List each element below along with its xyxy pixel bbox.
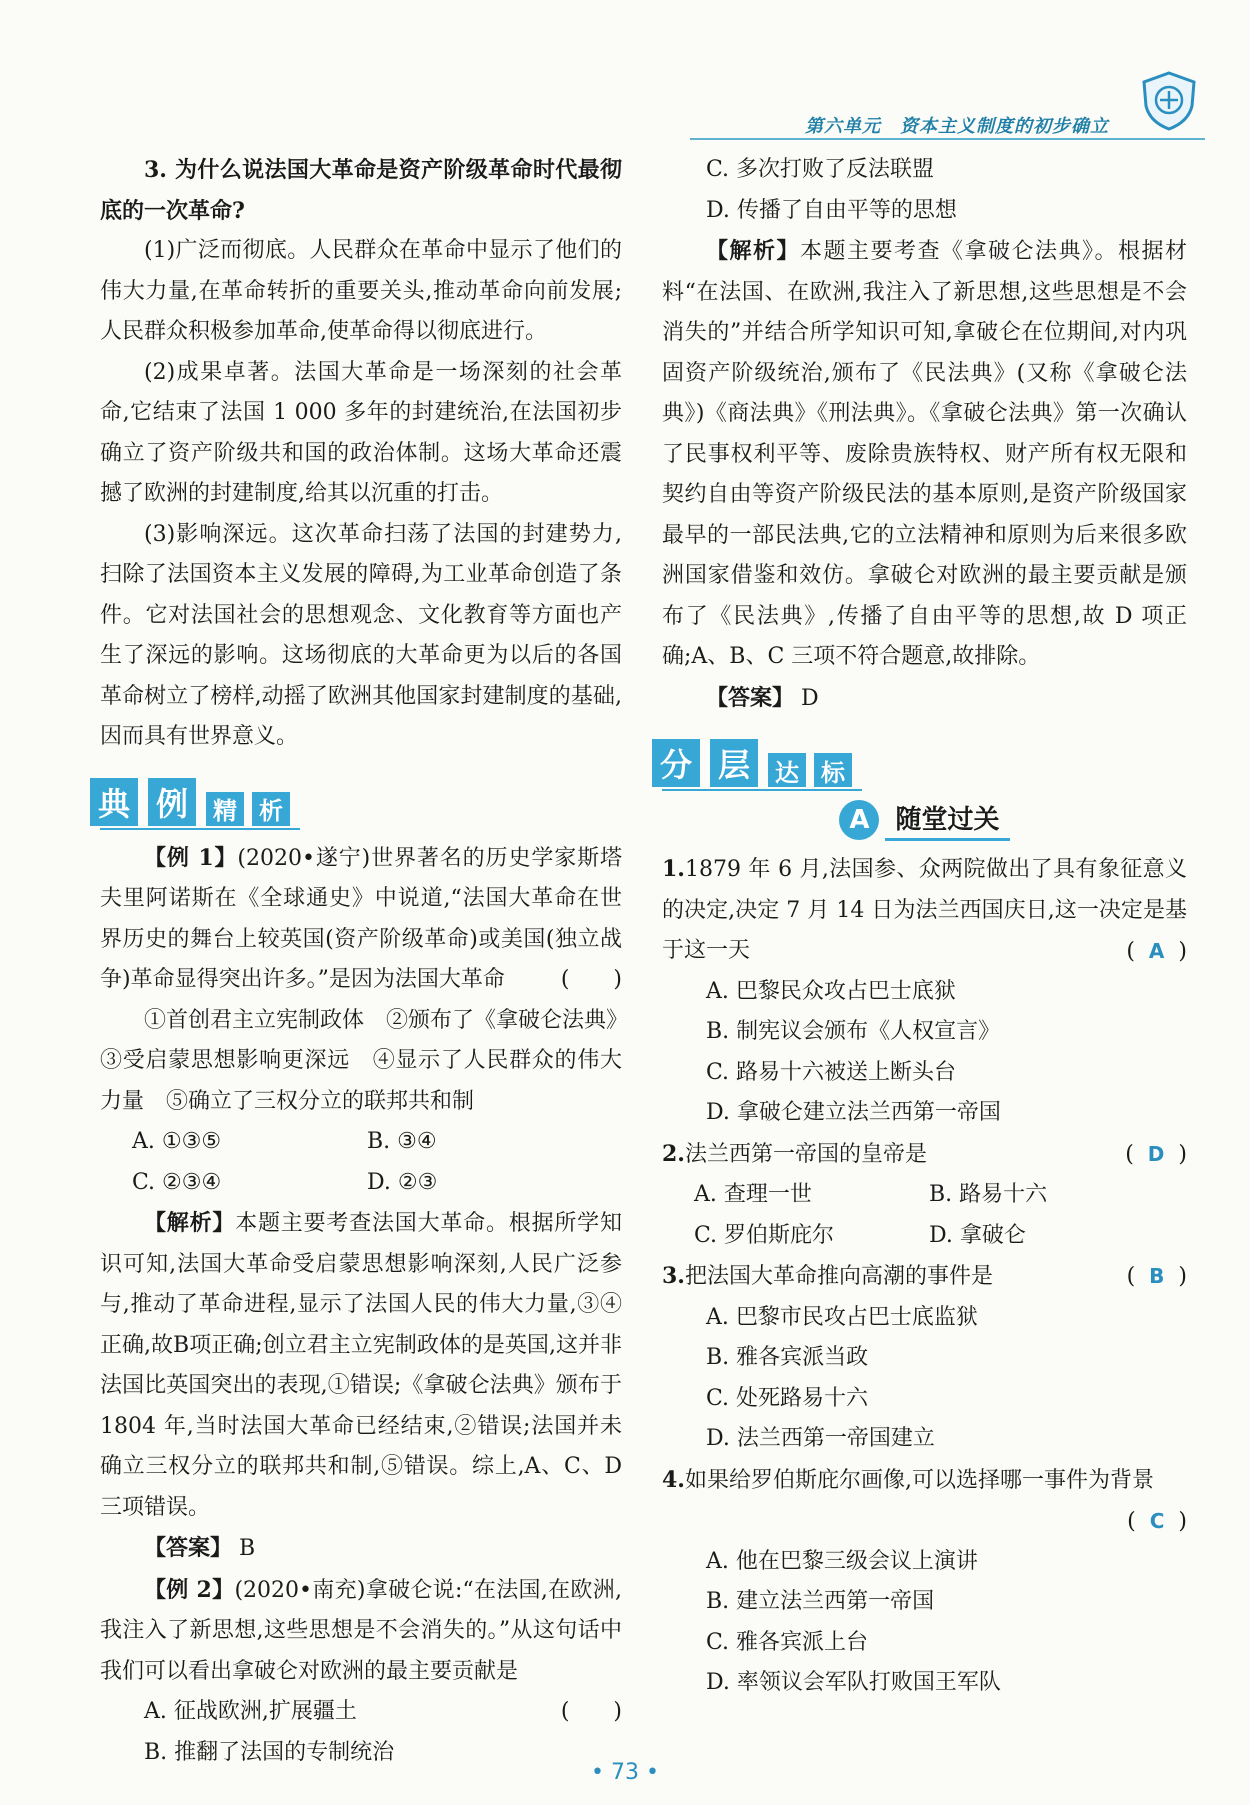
analysis-text: 本题主要考查法国大革命。根据所学知识可知,法国大革命受启蒙思想影响深刻,人民广泛参与,推动了革命进程,显示了法国人民的伟大力量,③④正确,故B项正确;创立君主立宪制政体的是英国,这并非法国比英国突出的表现,①错误;《拿破仑法典》颁布于 1804 年,当时法国大革命已经结束,②错误;法国并未确立三权分立的联邦共和制,⑤错误。综上,A、C、D三项错误。 xyxy=(100,1211,622,1520)
banner-underline xyxy=(662,789,862,791)
example-1-stem xyxy=(100,838,622,1001)
question-2-option-c: C. 罗伯斯庇尔 xyxy=(694,1222,835,1248)
example-1-option-b: B. ③④ xyxy=(367,1129,437,1154)
example-2-tag: 【例 2】 xyxy=(144,1576,235,1603)
example-1-answer xyxy=(100,1528,622,1570)
question-4-option-c: C. 雅各宾派上台 xyxy=(706,1629,869,1655)
question-3-option-b: B. 雅各宾派当政 xyxy=(706,1345,869,1370)
example-2-option-d: D. 传播了自由平等的思想 xyxy=(706,197,957,223)
example-1-options-row-1 xyxy=(100,1122,622,1163)
example-1-option-d: D. ②③ xyxy=(367,1169,438,1195)
answer-value: D xyxy=(801,685,819,711)
level-a-badge: A xyxy=(839,800,879,840)
answer-tag: 【答案】 xyxy=(706,684,795,711)
example-2-option-a: A. 征战欧洲,扩展疆土 xyxy=(144,1699,357,1724)
banner-char: 分 xyxy=(652,739,700,787)
banner-underline xyxy=(100,828,300,830)
question-4-option-d: D. 率领议会军队打败国王军队 xyxy=(706,1670,1001,1695)
example-1-analysis xyxy=(100,1203,622,1528)
answer-paren: ( B ) xyxy=(1126,1264,1187,1289)
q3-paragraph-1: (1)广泛而彻底。人民群众在革命中显示了他们的伟大力量,在革命转折的重要关头,推动革命向前发展;人民群众积极参加革命,使革命得以彻底进行。 xyxy=(100,238,622,344)
question-2 xyxy=(662,1134,1187,1257)
analysis-tag: 【解析】 xyxy=(706,238,800,264)
question-4 xyxy=(662,1460,1187,1704)
question-2-options-row-1 xyxy=(662,1175,1187,1216)
banner-char: 析 xyxy=(252,792,290,826)
question-1-option-b: B. 制宪议会颁布《人权宣言》 xyxy=(706,1019,1001,1044)
banner-char: 达 xyxy=(768,753,806,787)
banner-char: 层 xyxy=(710,739,758,787)
question-1 xyxy=(662,849,1187,1134)
school-badge-icon xyxy=(1138,70,1200,132)
question-2-option-a: A. 查理一世 xyxy=(694,1182,812,1207)
section-banner-practice xyxy=(652,727,1187,787)
banner-char: 例 xyxy=(148,778,196,826)
question-1-option-a: A. 巴黎民众攻占巴士底狱 xyxy=(706,978,956,1004)
analysis-tag: 【解析】 xyxy=(144,1210,236,1236)
banner-char: 精 xyxy=(206,792,244,826)
question-3 xyxy=(662,1256,1187,1460)
question-3-option-c: C. 处死路易十六 xyxy=(706,1385,869,1411)
question-4-option-b: B. 建立法兰西第一帝国 xyxy=(706,1589,935,1614)
question-stem: 1.1879 年 6 月,法国参、众两院做出了具有象征意义的决定,决定 7 月 14 日为法兰西国庆日,这一决定是基于这一天 ( A ) xyxy=(662,849,1187,972)
subsection-label: 随堂过关 xyxy=(885,799,1009,841)
question-1-option-d: D. 拿破仑建立法兰西第一帝国 xyxy=(706,1100,1001,1125)
question-2-option-d: D. 拿破仑 xyxy=(929,1222,1026,1248)
question-2-option-b: B. 路易十六 xyxy=(929,1182,1048,1207)
subsection-title xyxy=(662,799,1187,841)
example-1-items-2: ③受启蒙思想影响更深远 ④显示了人民群众的伟大力量 ⑤确立了三权分立的联邦共和制 xyxy=(100,1048,622,1114)
answer-tag: 【答案】 xyxy=(144,1535,233,1561)
example-2-answer xyxy=(662,678,1187,720)
example-2-option-c: C. 多次打败了反法联盟 xyxy=(706,157,935,182)
example-1-text: (2020•遂宁)世界著名的历史学家斯塔夫里阿诺斯在《全球通史》中说道,“法国大革命在世界历史的舞台上较英国(资产阶级革命)或美国(独立战争)革命显得突出许多。”是因为法国大革命 xyxy=(100,845,622,992)
question-stem: 3.把法国大革命推向高潮的事件是 ( B ) xyxy=(662,1256,1187,1298)
question-3-option-a: A. 巴黎市民攻占巴士底监狱 xyxy=(706,1304,978,1330)
example-1-options-row-2 xyxy=(100,1163,622,1204)
answer-paren: ( C ) xyxy=(1127,1509,1187,1534)
page-number: • 73 • xyxy=(591,1760,659,1785)
answer-paren: ( A ) xyxy=(1126,939,1187,964)
example-1-items-1: ①首创君主立宪制政体 ②颁布了《拿破仑法典》 xyxy=(144,1007,629,1033)
example-1-tag: 【例 1】 xyxy=(144,844,238,871)
question-stem: 2.法兰西第一帝国的皇帝是 ( D ) xyxy=(662,1134,1187,1176)
analysis-text: 本题主要考查《拿破仑法典》。根据材料“在法国、在欧洲,我注入了新思想,这些思想是不会消失的”并结合所学知识可知,拿破仑在位期间,对内巩固资产阶级统治,颁布了《民法典》(又称《拿破仑法典》)《商法典》《刑法典》。《拿破仑法典》第一次确认了民事权利平等、废除贵族特权、财产所有权无限和契约自由等资产阶级民法的基本原则,是资产阶级国家最早的一部民法典,它的立法精神和原则为后来很多欧洲国家借鉴和效仿。拿破仑对欧洲的最主要贡献是颁布了《民法典》,传播了自由平等的思想,故 D 项正确;A、B、C 三项不符合题意,故排除。 xyxy=(662,239,1187,669)
example-1-option-c: C. ②③④ xyxy=(132,1169,222,1195)
question-3-option-d: D. 法兰西第一帝国建立 xyxy=(706,1426,935,1451)
left-column xyxy=(97,150,629,1773)
answer-paren: ( D ) xyxy=(1125,1141,1187,1167)
q3-paragraph-2: (2)成果卓著。法国大革命是一场深刻的社会革命,它结束了法国 1 000 多年的封建统治,在法国初步确立了资产阶级共和国的政治体制。这场大革命还震撼了欧洲的封建制度,给其以沉重的打击。 xyxy=(100,359,622,506)
question-2-options-row-2 xyxy=(662,1216,1187,1257)
question-stem: 4.如果给罗伯斯庇尔画像,可以选择哪一事件为背景 xyxy=(662,1466,1154,1493)
q3-paragraph-3: (3)影响深远。这次革命扫荡了法国的封建势力,扫除了法国资本主义发展的障碍,为工业革命创造了条件。它对法国社会的思想观念、文化教育等方面也产生了深远的影响。这场彻底的大革命更为以后的各国革命树立了榜样,动摇了欧洲其他国家封建制度的基础,因而具有世界意义。 xyxy=(100,521,622,749)
example-2-option-b: B. 推翻了法国的专制统治 xyxy=(144,1739,395,1765)
example-2-text: (2020•南充)拿破仑说:“在法国,在欧洲,我注入了新思想,这些思想是不会消失的。”从这句话中我们可以看出拿破仑对欧洲的最主要贡献是 xyxy=(100,1577,623,1684)
unit-header: 第六单元 资本主义制度的初步确立 xyxy=(805,116,1109,137)
question-1-option-c: C. 路易十六被送上断头台 xyxy=(706,1059,957,1085)
example-2-paren: ( ) xyxy=(560,1699,622,1724)
question-4-answer-line xyxy=(662,1501,1187,1542)
example-1-paren: ( ) xyxy=(560,967,622,992)
right-column xyxy=(659,150,1187,1704)
question-4-option-a: A. 他在巴黎三级会议上演讲 xyxy=(706,1548,978,1574)
q3-title: 3. 为什么说法国大革命是资产阶级革命时代最彻底的一次革命? xyxy=(100,157,622,224)
banner-char: 标 xyxy=(814,753,852,787)
banner-char: 典 xyxy=(90,778,138,826)
section-banner-examples xyxy=(90,766,622,826)
answer-value: B xyxy=(239,1536,256,1561)
example-1-option-a: A. ①③⑤ xyxy=(132,1129,222,1154)
header-rule xyxy=(690,138,1205,140)
example-2-analysis xyxy=(662,231,1187,678)
